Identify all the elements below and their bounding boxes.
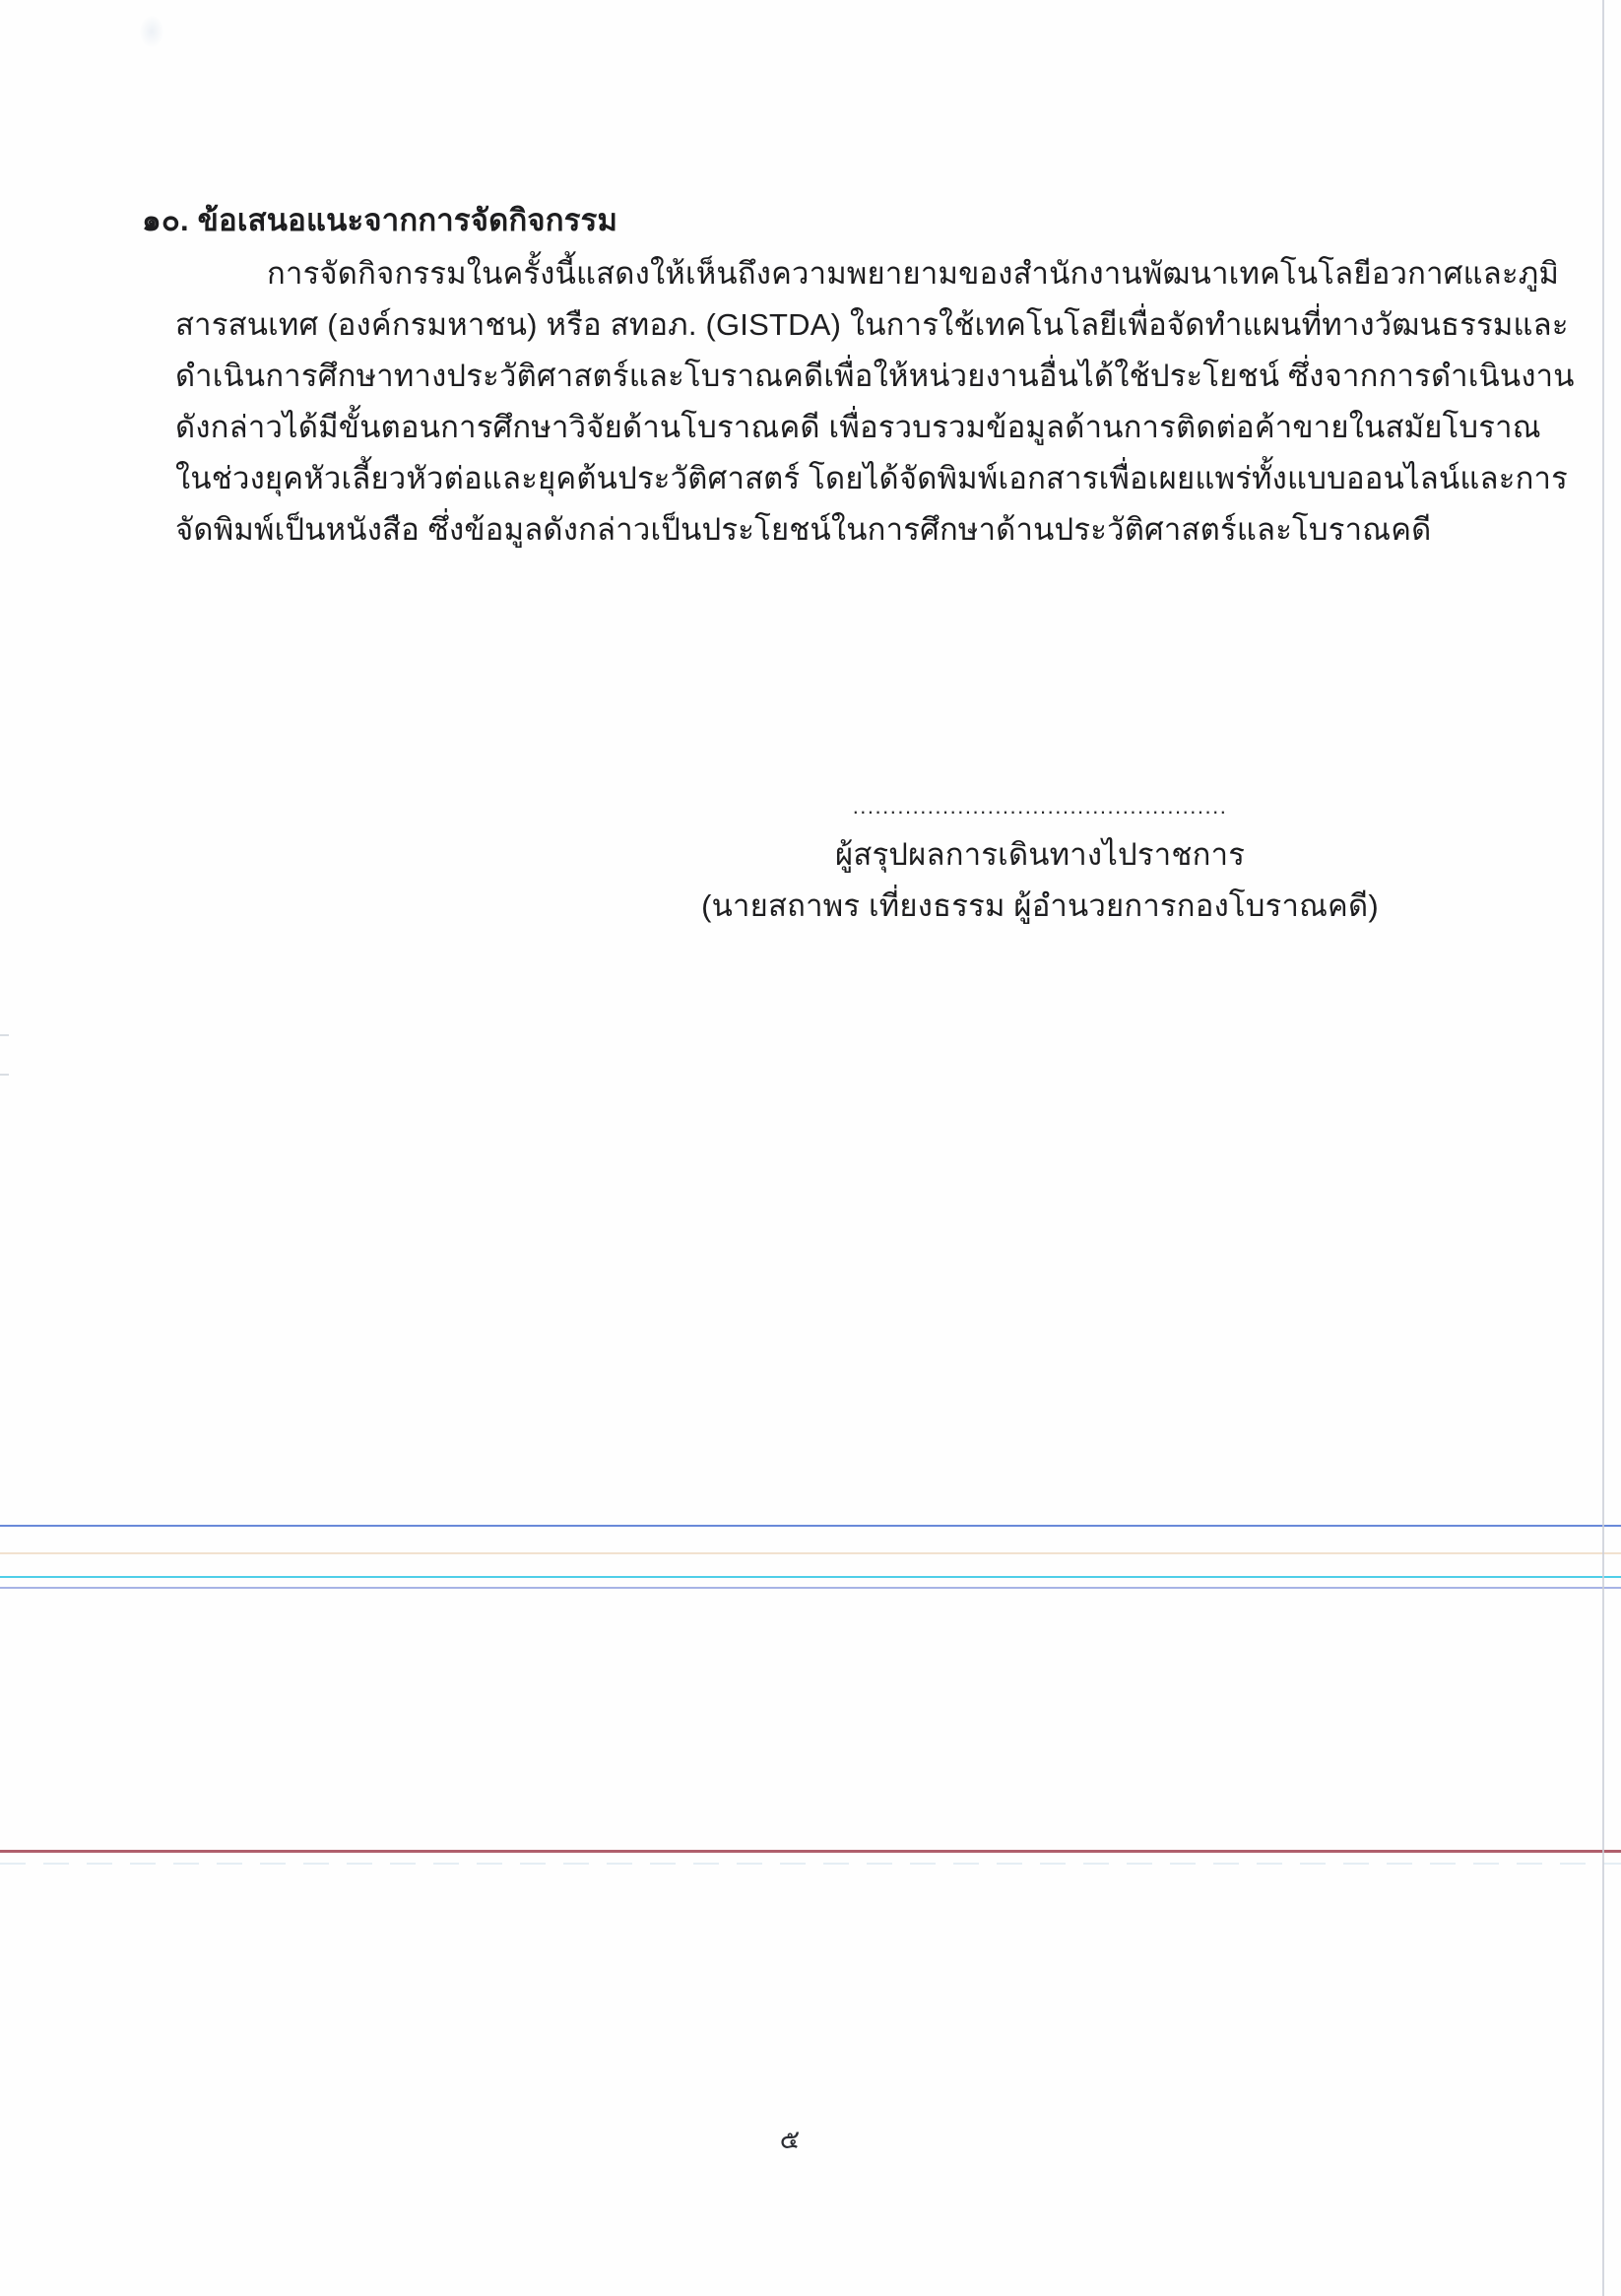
paragraph-line: ในช่วงยุคหัวเลี้ยวหัวต่อและยุคต้นประวัติศาสตร์ โดยได้จัดพิมพ์เอกสารเพื่อเผยแพร่ทั้งแบบออนไลน์และการ [175,461,1569,495]
paragraph-line: จัดพิมพ์เป็นหนังสือ ซึ่งข้อมูลดังกล่าวเป็นประโยชน์ในการศึกษาด้านประวัติศาสตร์และโบราณคดี [175,512,1432,547]
scan-artifact-line-cyan [0,1576,1621,1578]
signature-name-text: (นายสถาพร เที่ยงธรรม ผู้อำนวยการกองโบราณคดี) [701,888,1379,923]
signature-dotted-line: .................................................. [852,794,1228,819]
body-paragraph [175,248,1575,556]
paragraph-line: ดำเนินการศึกษาทางประวัติศาสตร์และโบราณคดีเพื่อให้หน่วยงานอื่นได้ใช้ประโยชน์ ซึ่งจากการดำเนินงาน [175,359,1575,393]
scan-edge-mark [0,1074,9,1076]
section-heading: ๑๐. ข้อเสนอแนะจากการจัดกิจกรรม [142,203,618,237]
scan-smudge-top-left [140,16,163,47]
scan-artifact-line-faint-dashed [0,1863,1621,1865]
paragraph-line: สารสนเทศ (องค์กรมหาชน) หรือ สทอภ. (GISTDA) ในการใช้เทคโนโลยีเพื่อจัดทำแผนที่ทางวัฒนธรรมและ [175,307,1569,342]
scan-artifact-line-blue [0,1525,1621,1527]
signature-block [689,794,1391,928]
scan-artifact-line-periwinkle [0,1587,1621,1589]
scan-artifact-line-tan [0,1552,1621,1554]
signature-role-text: ผู้สรุปผลการเดินทางไปราชการ [834,837,1246,872]
scan-artifact-line-maroon [0,1850,1621,1853]
paragraph-line: ดังกล่าวได้มีขั้นตอนการศึกษาวิจัยด้านโบราณคดี เพื่อรวบรวมข้อมูลด้านการติดต่อค้าขายในสมัยโบราณ [175,410,1541,444]
scan-edge-mark [0,1034,9,1036]
scan-artifact-vertical-line [1602,0,1604,2296]
paragraph-line: การจัดกิจกรรมในครั้งนี้แสดงให้เห็นถึงความพยายามของสำนักงานพัฒนาเทคโนโลยีอวกาศและภูมิ [267,256,1560,291]
page-number: ๕ [779,2125,801,2154]
